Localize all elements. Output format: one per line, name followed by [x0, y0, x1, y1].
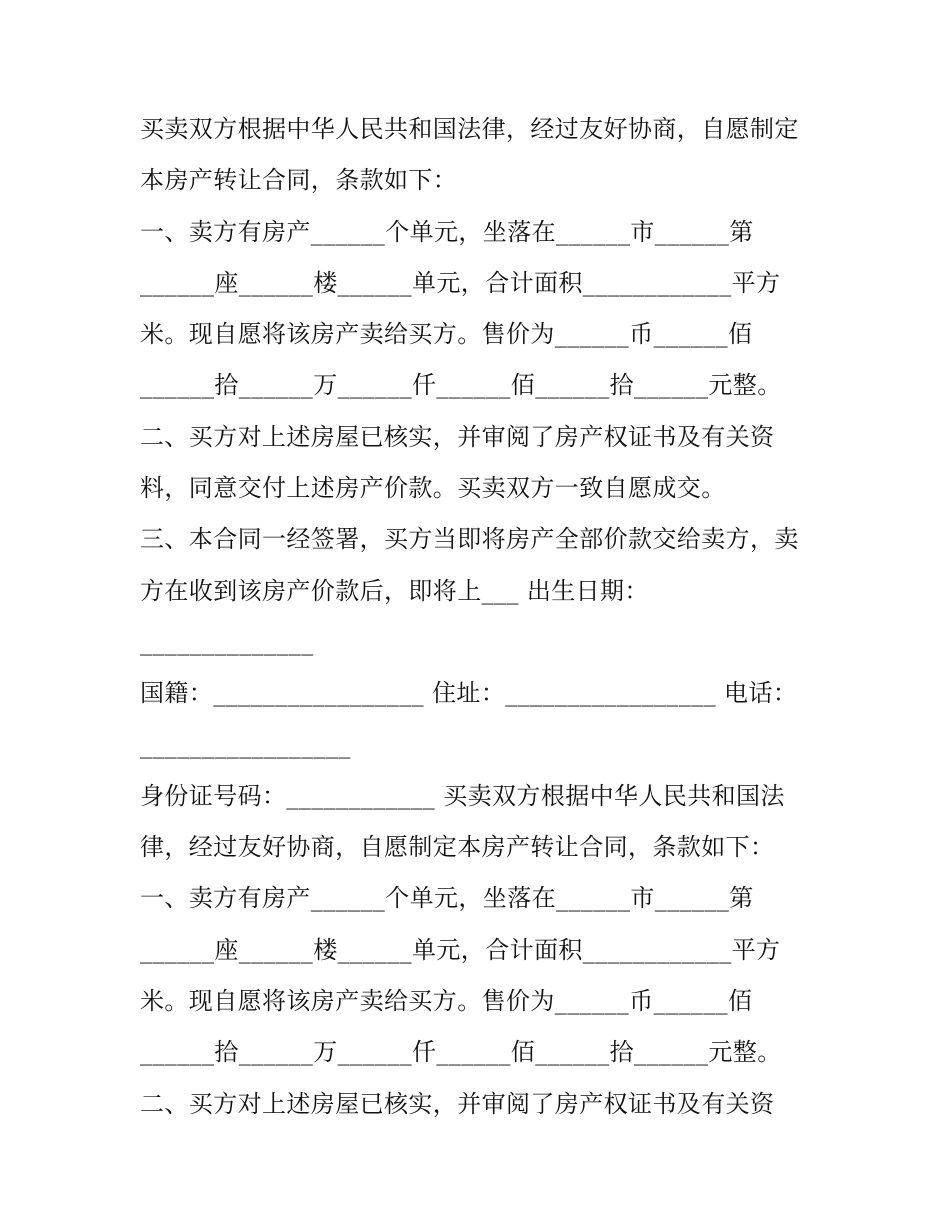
text-line: ______拾______万______仟______佰______拾______元整。 — [140, 371, 782, 400]
text-line: ______________ — [140, 627, 314, 656]
text-line: ______拾______万______仟______佰______拾______元整。 — [140, 1038, 782, 1067]
text-line: _________________ — [140, 730, 351, 759]
text-line: 律，经过友好协商，自愿制定本房产转让合同，条款如下： — [140, 833, 775, 862]
text-line: 身份证号码：____________ 买卖双方根据中华人民共和国法 — [140, 781, 785, 810]
text-line: 一、卖方有房产______个单元，坐落在______市______第 — [140, 884, 754, 913]
text-line: 买卖双方根据中华人民共和国法律，经过友好协商，自愿制定 — [140, 115, 799, 143]
text-line: 一、卖方有房产______个单元，坐落在______市______第 — [140, 217, 754, 246]
text-line: 二、买方对上述房屋已核实，并审阅了房产权证书及有关资 — [140, 1089, 775, 1118]
text-line: ______座______楼______单元，合计面积____________平方 — [140, 268, 781, 297]
text-line: 三、本合同一经签署，买方当即将房产全部价款交给卖方，卖 — [140, 525, 799, 554]
text-line: 料，同意交付上述房产价款。买卖双方一致自愿成交。 — [140, 474, 726, 503]
text-line: ______座______楼______单元，合计面积____________平方 — [140, 935, 781, 964]
text-line: 米。现自愿将该房产卖给买方。售价为______币______佰 — [140, 987, 753, 1016]
text-line: 方在收到该房产价款后，即将上___ 出生日期： — [140, 576, 649, 605]
text-line: 二、买方对上述房屋已核实，并审阅了房产权证书及有关资 — [140, 422, 775, 451]
text-line: 本房产转让合同，条款如下： — [140, 166, 458, 195]
document-page — [140, 104, 830, 1130]
text-line: 国籍：_________________ 住址：_________________ 电话： — [140, 679, 798, 708]
text-line: 米。现自愿将该房产卖给买方。售价为______币______佰 — [140, 320, 753, 349]
